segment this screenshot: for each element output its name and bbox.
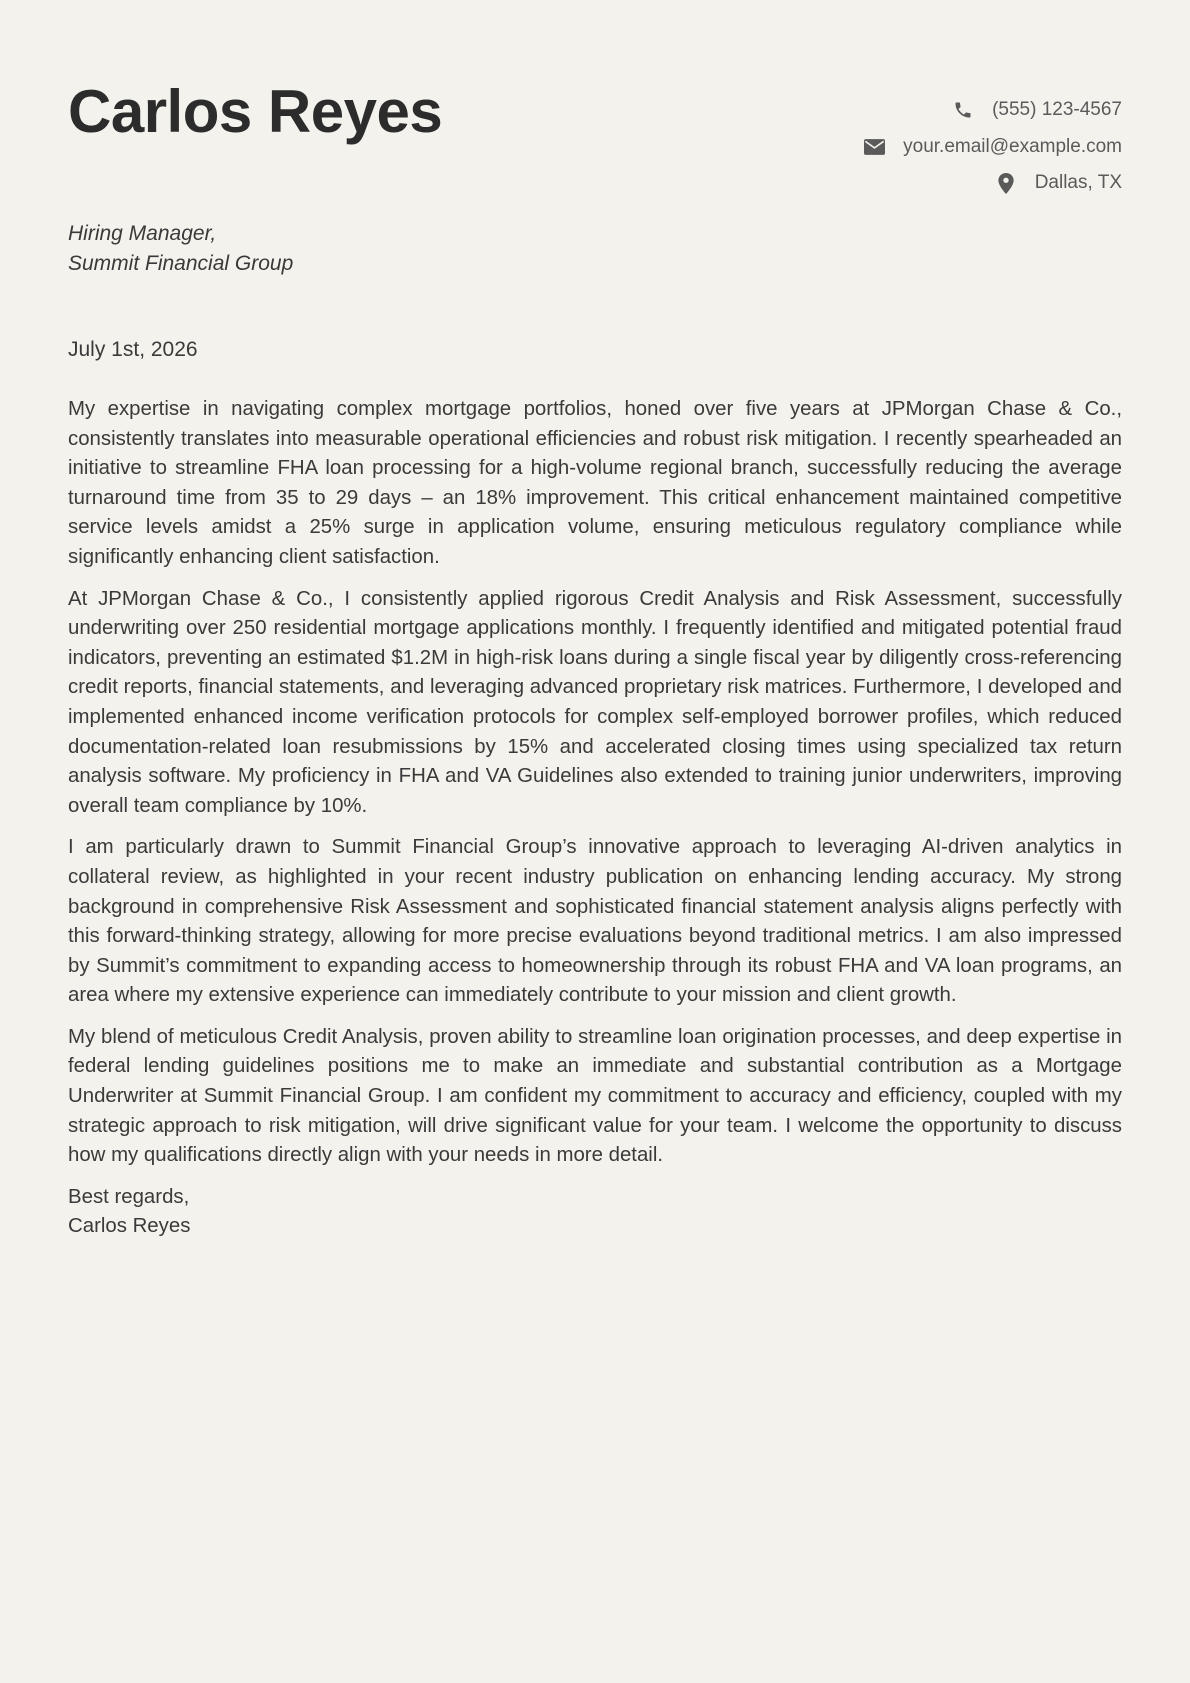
letter-header (68, 0, 1122, 205)
map-pin-icon (995, 172, 1017, 194)
contact-block (863, 92, 1122, 202)
envelope-icon (863, 136, 885, 158)
letter-body (68, 395, 1122, 1171)
recipient-title: Hiring Manager, (68, 222, 217, 245)
closing-signature: Carlos Reyes (68, 1215, 191, 1238)
closing-salutation: Best regards, (68, 1185, 190, 1208)
body-paragraph: I am particularly drawn to Summit Financial Group’s innovative approach to leveraging AI-driven analytics in collateral review, as highlighted in your recent industry publication on enhancing lending accuracy. My strong background in comprehensive Risk Assessment and sophisticated financial statement analysis aligns perfectly with this forward-thinking strategy, allowing for more precise evaluations beyond traditional metrics. I am also impressed by Summit’s commitment to expanding access to homeownership through its robust FHA and VA loan programs, an area where my extensive experience can immediately contribute to your mission and client growth. (68, 836, 1122, 1007)
contact-phone-row (863, 92, 1122, 129)
contact-location-row (863, 165, 1122, 202)
contact-email-row (863, 129, 1122, 166)
contact-email: your.email@example.com (903, 135, 1122, 157)
letter-closing (68, 1183, 1122, 1242)
applicant-name: Carlos Reyes (68, 78, 443, 145)
recipient-company: Summit Financial Group (68, 252, 294, 275)
body-paragraph: My expertise in navigating complex mortgage portfolios, honed over five years at JPMorgan Chase & Co., consistently translates into measurable operational efficiencies and robust risk mitigation. I recently spearheaded an initiative to streamline FHA loan processing for a high-volume regional branch, successfully reducing the average turnaround time from 35 to 29 days – an 18% improvement. This critical enhancement maintained competitive service levels amidst a 25% surge in application volume, ensuring meticulous regulatory compliance while significantly enhancing client satisfaction. (68, 398, 1122, 568)
contact-location: Dallas, TX (1034, 172, 1122, 194)
contact-phone: (555) 123-4567 (992, 99, 1122, 121)
letter-date: July 1st, 2026 (68, 338, 198, 361)
phone-icon (952, 99, 974, 121)
body-paragraph: My blend of meticulous Credit Analysis, proven ability to streamline loan origination processes, and deep expertise in federal lending guidelines positions me to make an immediate and substantial contribution as a Mortgage Underwriter at Summit Financial Group. I am confident my commitment to accuracy and efficiency, coupled with my strategic approach to risk mitigation, will drive significant value for your team. I welcome the opportunity to discuss how my qualifications directly align with your needs in more detail. (68, 1025, 1122, 1167)
recipient-block (68, 219, 1122, 279)
body-paragraph: At JPMorgan Chase & Co., I consistently applied rigorous Credit Analysis and Risk Assessment, successfully underwriting over 250 residential mortgage applications monthly. I frequently identified and mitigated potential fraud indicators, preventing an estimated $1.2M in high-risk loans during a single fiscal year by diligently cross-referencing credit reports, financial statements, and leveraging advanced proprietary risk matrices. Furthermore, I developed and implemented enhanced income verification protocols for complex self-employed borrower profiles, which reduced documentation-related loan resubmissions by 15% and accelerated closing times using specialized tax return analysis software. My proficiency in FHA and VA Guidelines also extended to training junior underwriters, improving overall team compliance by 10%. (68, 587, 1122, 817)
